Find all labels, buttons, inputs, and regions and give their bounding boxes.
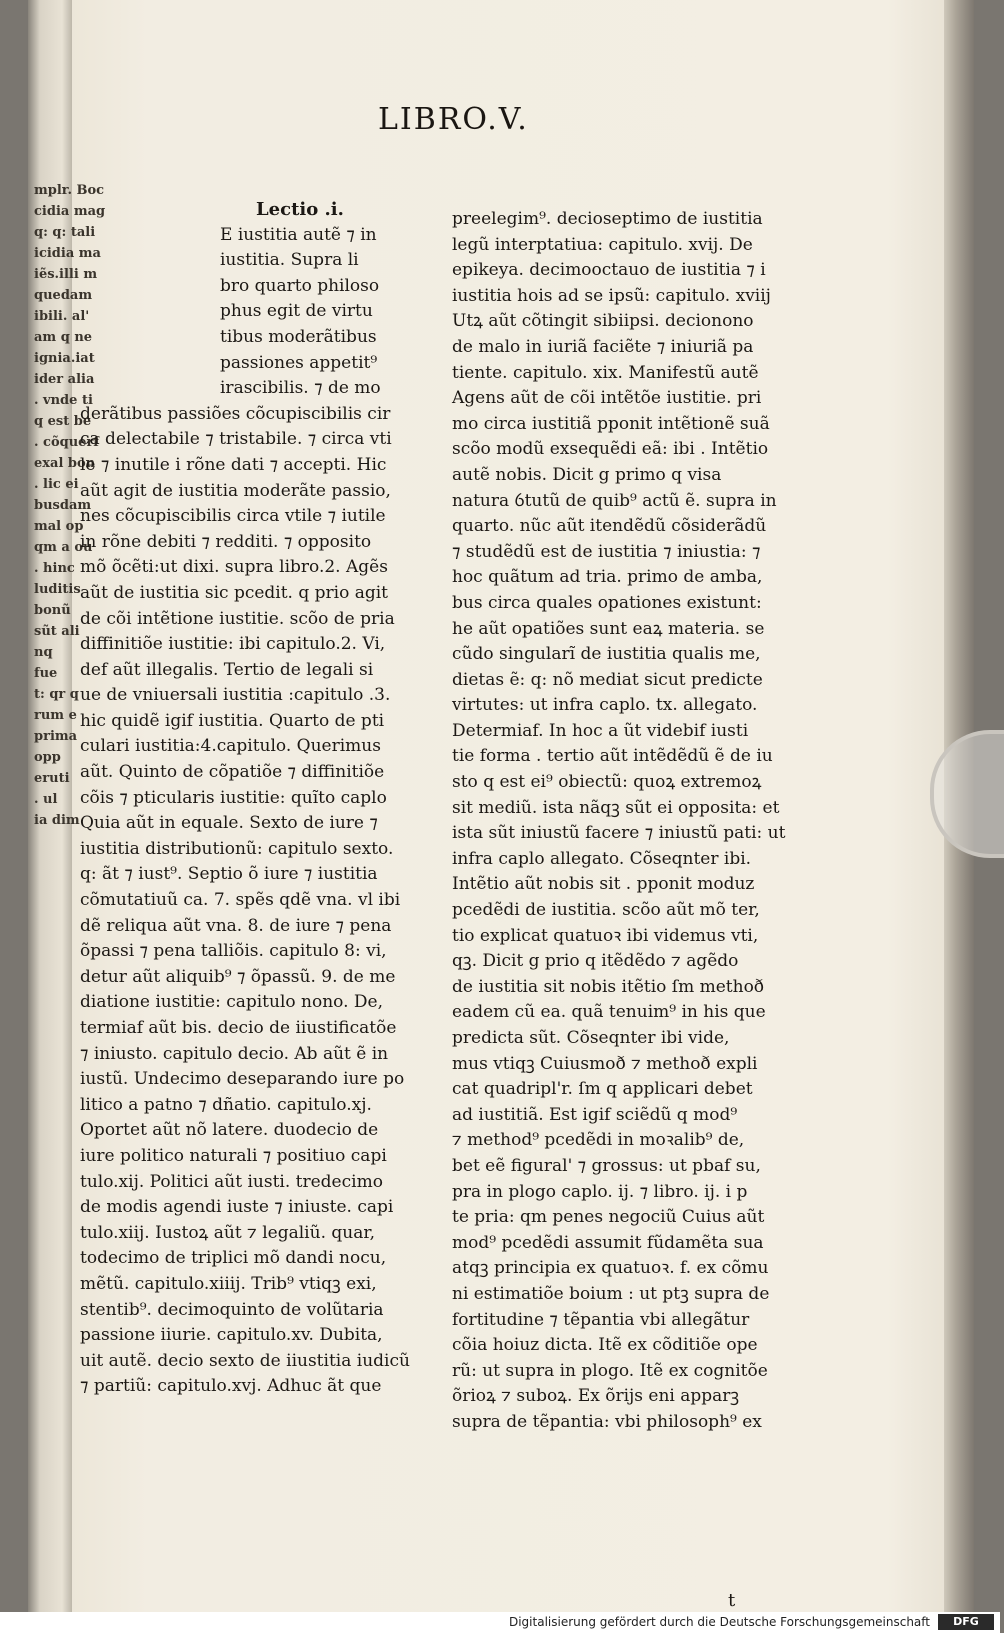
text-line: cõis ⁊ pticularis iustitie: quĩto caplo <box>80 787 387 808</box>
text-line: ista sũt iniustũ facere ⁊ iniustũ pati: ut <box>452 823 786 844</box>
text-line: bro quarto philoso <box>220 275 380 296</box>
text-line: aũt. Quinto de cõpatiõe ⁊ diffinitiõe <box>80 762 385 783</box>
text-line: passiones appetit⁹ <box>220 352 378 373</box>
text-line: tibus moderãtibus <box>220 326 377 347</box>
text-line: quarto. nũc aũt itendẽdũ cõsiderãdũ <box>452 516 767 537</box>
text-line: epikeya. decimooctauo de iustitia ⁊ i <box>452 260 766 281</box>
text-line: mẽtũ. capitulo.xiiij. Trib⁹ vtiqꝫ exi, <box>80 1273 377 1294</box>
text-line: Quia aũt in equale. Sexto de iure ⁊ <box>80 813 378 834</box>
text-line: de cõi intẽtione iustitie. scõo de pria <box>80 608 395 629</box>
text-line: ⁊ iniusto. capitulo decio. Ab aũt ẽ in <box>80 1043 389 1064</box>
text-line: Utꝝ aũt cõtingit sibiipsi. decionono <box>452 311 754 332</box>
text-line: dẽ reliqua aũt vna. 8. de iure ⁊ pena <box>80 915 392 936</box>
signature-mark: t <box>728 1590 736 1611</box>
text-line: eadem cũ ea. quã tenuim⁹ in his que <box>452 1002 766 1023</box>
text-line: legũ interptatiua: capitulo. xvij. De <box>452 234 753 255</box>
text-line: scõo modũ exsequẽdi eã: ibi . Intẽtio <box>452 439 769 460</box>
text-line: sit mediũ. ista nãqꝫ sũt ei opposita: et <box>452 797 780 818</box>
text-line: ca delectabile ⁊ tristabile. ⁊ circa vti <box>80 429 392 450</box>
text-line: tulo.xij. Politici aũt iusti. tredecimo <box>80 1171 383 1192</box>
text-line: tiente. capitulo. xix. Manifestũ autẽ <box>452 362 759 383</box>
text-line: iustitia. Supra li <box>220 250 359 271</box>
text-line: õpassi ⁊ pena talliõis. capitulo 8: vi, <box>80 941 387 962</box>
text-line: pcedẽdi de iustitia. scõo aũt mõ ter, <box>452 900 760 921</box>
text-line: cõia hoiuz dicta. Itẽ ex cõditiõe ope <box>452 1335 758 1356</box>
text-line: mod⁹ pcedẽdi assumit fũdamẽta sua <box>452 1232 764 1253</box>
running-header: LIBRO.V. <box>378 102 529 137</box>
text-line: ni estimatiõe boium : ut ptꝫ supra de <box>452 1283 770 1304</box>
text-line: de modis agendi iuste ⁊ iniuste. capi <box>80 1197 394 1218</box>
text-line: predicta sũt. Cõseqnter ibi vide, <box>452 1028 730 1048</box>
text-line: de malo in iuriã faciẽte ⁊ iniuriã pa <box>452 336 754 357</box>
text-line: diffinitiõe iustitie: ibi capitulo.2. Vi, <box>80 634 386 655</box>
text-line: ⁊ studẽdũ est de iustitia ⁊ iniustia: ⁊ <box>452 541 761 562</box>
text-line: dietas ẽ: q: nõ mediat sicut predicte <box>452 669 763 690</box>
text-line: todecimo de triplici mõ dandi nocu, <box>80 1248 387 1269</box>
text-line: fortitudine ⁊ tẽpantia vbi allegãtur <box>452 1309 750 1330</box>
text-line: mõ õcẽti:ut dixi. supra libro.2. Agẽs <box>80 557 388 578</box>
text-line: he aũt opatiões sunt eaꝝ materia. se <box>452 618 765 639</box>
lectio-heading: Lectio .i. <box>256 199 344 220</box>
text-line: le ⁊ inutile i rõne dati ⁊ accepti. Hic <box>80 454 387 475</box>
text-line: ue de vniuersali iustitia :capitulo .3. <box>80 685 391 706</box>
right-column <box>452 207 786 1436</box>
text-line: ⁊ partiũ: capitulo.xvj. Adhuc ãt que <box>80 1376 382 1397</box>
dfg-logo: DFG <box>938 1614 994 1630</box>
text-line: phus egit de virtu <box>220 301 373 322</box>
footer-bar <box>0 1612 1000 1633</box>
footer-credit: Digitalisierung gefördert durch die Deutsche Forschungsgemeinschaft <box>508 1615 930 1629</box>
text-line: iustitia hois ad se ipsũ: capitulo. xviij <box>452 285 771 306</box>
text-line: õrioꝝ ⁊ suboꝝ. Ex õrijs eni apparꝫ <box>452 1386 740 1407</box>
text-line: tie forma . tertio aũt intẽdẽdũ ẽ de iu <box>452 746 773 767</box>
text-line: detur aũt aliquib⁹ ⁊ õpassũ. 9. de me <box>80 966 396 987</box>
facing-page-text: mplr. Boc cidia mag q: q: tali icidia ma iẽs.illi m quedam ibili. al' am q ne ignia.iat ider alia . vnde ti q est be . cõquerf exal bon . lic ei busdam mal op qm a ou . hinc luditis bonũ sũt ali nq fue t: qr q rum e prima opp eruti . ul ia dim <box>34 183 106 828</box>
text-line: E iustitia autẽ ⁊ in <box>220 224 377 245</box>
text-line: iure politico naturali ⁊ positiuo capi <box>80 1145 387 1166</box>
text-line: stentib⁹. decimoquinto de volũtaria <box>80 1299 384 1320</box>
text-line: ad iustitiã. Est igif sciẽdũ q mod⁹ <box>452 1104 738 1125</box>
text-line: aũt agit de iustitia moderãte passio, <box>80 480 391 501</box>
text-line: diatione iustitie: capitulo nono. De, <box>80 992 384 1013</box>
text-line: mus vtiqꝫ Cuiusmoð ⁊ methoð expli <box>452 1053 758 1074</box>
text-line: pra in plogo caplo. ij. ⁊ libro. ij. i p <box>452 1181 748 1202</box>
text-line: qꝫ. Dicit g prio q itẽdẽdo ⁊ agẽdo <box>452 951 739 972</box>
text-line: infra caplo allegato. Cõseqnter ibi. <box>452 848 752 869</box>
text-line: aũt de iustitia sic pcedit. q prio agit <box>80 582 389 603</box>
text-line: tio explicat quatuoꝛ ibi videmus vti, <box>452 925 759 946</box>
text-line: cõmutatiuũ ca. 7. spẽs qdẽ vna. vl ibi <box>80 890 401 911</box>
text-line: cũdo singularĩ de iustitia qualis me, <box>452 644 761 665</box>
text-line: hic quidẽ igif iustitia. Quarto de pti <box>80 710 385 731</box>
text-line: sto q est ei⁹ obiectũ: quoꝝ extremoꝝ <box>452 772 762 793</box>
text-line: uit autẽ. decio sexto de iiustitia iudicũ <box>80 1350 410 1371</box>
text-line: derãtibus passiões cõcupiscibilis cir <box>80 403 391 424</box>
text-line: supra de tẽpantia: vbi philosoph⁹ ex <box>452 1411 762 1432</box>
text-line: irascibilis. ⁊ de mo <box>220 378 381 399</box>
text-line: termiaf aũt bis. decio de iiustificatõe <box>80 1018 397 1038</box>
text-line: bus circa quales opationes existunt: <box>452 592 762 613</box>
text-line: bet eẽ figural' ⁊ grossus: ut pbaf su, <box>452 1155 761 1176</box>
text-line: preelegim⁹. decioseptimo de iustitia <box>452 209 763 229</box>
text-line: q: ãt ⁊ iust⁹. Septio õ iure ⁊ iustitia <box>80 864 378 885</box>
left-column <box>80 197 410 1400</box>
text-line: culari iustitia:4.capitulo. Querimus <box>80 736 381 757</box>
text-line: in rõne debiti ⁊ redditi. ⁊ opposito <box>80 531 372 552</box>
facing-page-edge <box>28 0 106 1612</box>
text-line: atqꝫ principia ex quatuoꝛ. f. ex cõmu <box>452 1258 769 1279</box>
text-line: virtutes: ut infra caplo. tx. allegato. <box>452 695 758 716</box>
text-line: tulo.xiij. Iustoꝝ aũt ⁊ legaliũ. quar, <box>80 1222 376 1243</box>
text-line: litico a patno ⁊ dñatio. capitulo.xj. <box>80 1094 372 1115</box>
text-line: Determiaf. In hoc a ũt videbif iusti <box>452 720 749 741</box>
text-line: rũ: ut supra in plogo. Itẽ ex cognitõe <box>452 1360 768 1381</box>
text-line: Agens aũt de cõi intẽtõe iustitie. pri <box>452 388 762 409</box>
text-line: iustitia distributionũ: capitulo sexto. <box>80 838 394 859</box>
text-line: Intẽtio aũt nobis sit . pponit moduz <box>452 874 755 895</box>
text-line: autẽ nobis. Dicit g primo q visa <box>452 464 722 485</box>
text-line: hoc quãtum ad tria. primo de amba, <box>452 567 763 588</box>
text-line: passione iiurie. capitulo.xv. Dubita, <box>80 1325 383 1346</box>
text-line: ⁊ method⁹ pcedẽdi in moꝛalib⁹ de, <box>452 1130 745 1151</box>
text-line: def aũt illegalis. Tertio de legali si <box>80 659 374 680</box>
text-line: te pria: qm penes negociũ Cuius aũt <box>452 1207 765 1228</box>
text-line: Oportet aũt nõ latere. duodecio de <box>80 1120 379 1141</box>
text-line: mo circa iustitiã pponit intẽtionẽ suã <box>452 413 770 434</box>
text-line: iustũ. Undecimo deseparando iure po <box>80 1069 405 1090</box>
text-line: de iustitia sit nobis itẽtio ſm methoð <box>452 976 765 997</box>
text-line: cat quadripl'r. ſm q applicari debet <box>452 1079 753 1100</box>
text-line: nes cõcupiscibilis circa vtile ⁊ iutile <box>80 506 386 527</box>
text-line: natura ỽtutũ de quib⁹ actũ ẽ. supra in <box>452 490 777 511</box>
